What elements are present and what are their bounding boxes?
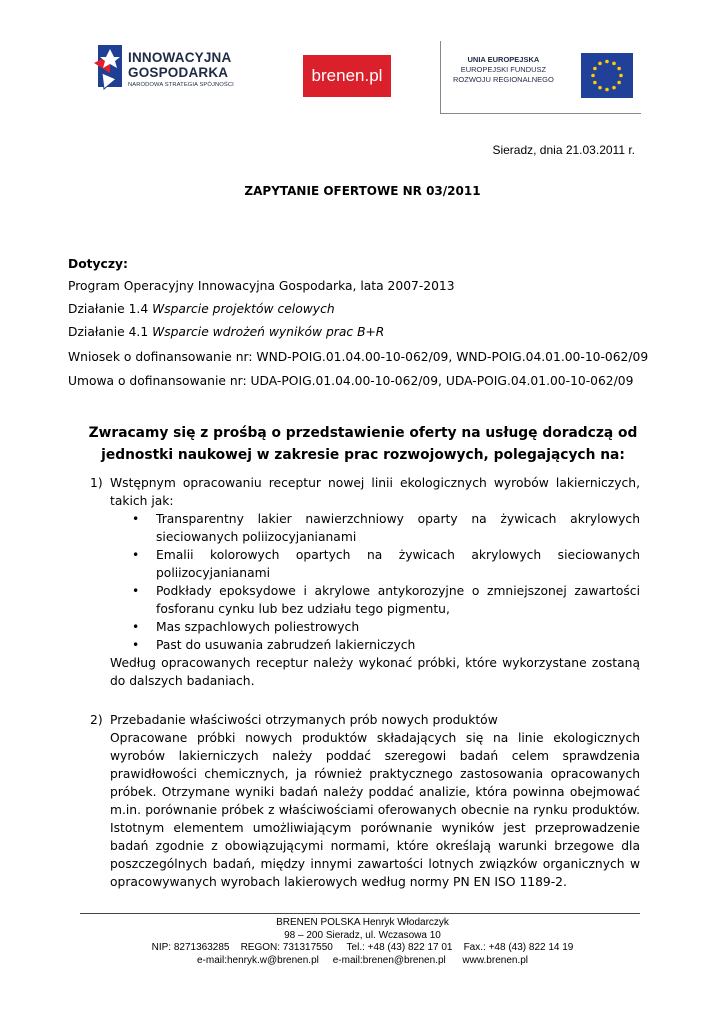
item-1-bullet-1: • Transparentny lakier nawierzchniowy oparty na żywicach akrylowych sieciowanych poliizocyjanianami (132, 510, 640, 546)
eu-star-icon (598, 62, 602, 66)
request-intro: Zwracamy się z prośbą o przedstawienie oferty na usługę doradczą od jednostki naukowej w zakresie prac rozwojowych, polegających na: (88, 425, 638, 463)
eu-star-icon (605, 88, 609, 92)
action-2-title: Wsparcie wdrożeń wyników prac B+R (152, 325, 385, 339)
eu-logo-line1: UNIA EUROPEJSKA (467, 55, 540, 64)
eu-star-icon (598, 86, 602, 90)
eu-logo-line3: ROZWOJU REGIONALNEGO (453, 75, 554, 84)
footer-contacts: e-mail:henryk.w@brenen.pl e-mail:brenen@brenen.pl www.brenen.pl (196, 954, 528, 966)
eu-star-icon (593, 67, 597, 71)
item-2-paragraph: Opracowane próbki nowych produktów składających się na linie ekologicznych wyrobów lakierniczych należy poddać szeregowi badań celem sprawdzenia prawidłowości chemicznych, ja również praktycznego zastosowania opracowanych próbek. Otrzymane wyniki badań należy poddać analizie, która powinna obejmować m.in. porównanie próbek z właściwościami oferowanych obecnie na rynku produktów. Istotnym elementem umożliwiającym porównanie wyników jest przeprowadzenie badań zgodnie z obowiązującymi normami, które określają warunki brzegowe dla poszczególnych badań, między innymi zawartości lotnych związków organicznych w opracowywanych wyrobach lakierowych według normy PN EN ISO 1189-2. (110, 731, 640, 889)
item-2-text: Przebadanie właściwości otrzymanych prób nowych produktów (110, 713, 498, 727)
document-title: ZAPYTANIE OFERTOWE NR 03/2011 (244, 184, 481, 198)
footer-divider (80, 913, 640, 914)
item-1-number: 1) (90, 476, 103, 490)
action-1-title: Wsparcie projektów celowych (152, 302, 335, 316)
item-1-bullet-2: • Emalii kolorowych opartych na żywicach akrylowych sieciowanych poliizocyjanianami (132, 546, 640, 582)
eu-star-icon (612, 62, 616, 66)
agreement-numbers: Umowa o dofinansowanie nr: UDA-POIG.01.04.00-10-062/09, UDA-POIG.04.01.00-10-062/09 (68, 374, 634, 388)
document-date: Sieradz, dnia 21.03.2011 r. (492, 143, 635, 157)
ig-logo-line1: INNOWACYJNA (128, 50, 232, 65)
action-1-prefix: Działanie 1.4 (68, 302, 153, 316)
eu-star-icon (619, 74, 623, 78)
eu-star-icon (593, 81, 597, 85)
footer-address: 98 – 200 Sieradz, ul. Wczasowa 10 (284, 929, 441, 941)
footer-company: BRENEN POLSKA Henryk Włodarczyk (276, 917, 449, 928)
brenen-logo: brenen.pl (303, 55, 391, 97)
program-line: Program Operacyjny Innowacyjna Gospodarka, lata 2007-2013 (68, 279, 455, 293)
concerns-heading: Dotyczy: (68, 257, 128, 271)
eu-star-icon (617, 81, 621, 85)
ig-logo-line2: GOSPODARKA (128, 65, 229, 80)
footer (0, 917, 725, 967)
ig-logo-line3: NARODOWA STRATEGIA SPÓJNOŚCI (128, 82, 234, 88)
action-2-prefix: Działanie 4.1 (68, 325, 153, 339)
item-1-after: Według opracowanych receptur należy wykonać próbki, które wykorzystane zostaną do dalszych badaniach. (110, 656, 640, 688)
item-2 (90, 711, 640, 891)
eu-star-icon (591, 74, 595, 78)
item-1 (90, 474, 640, 690)
item-1-text: Wstępnym opracowaniu receptur nowej linii ekologicznych wyrobów lakierniczych, takich jak: (110, 476, 640, 508)
action-1-line (68, 301, 335, 317)
item-1-bullet-5: • Past do usuwania zabrudzeń lakierniczych (132, 636, 640, 654)
eu-star-icon (612, 86, 616, 90)
item-2-number: 2) (90, 713, 103, 727)
eu-logo (440, 41, 641, 114)
item-1-bullet-3: • Podkłady epoksydowe i akrylowe antykorozyjne o zmniejszonej zawartości fosforanu cynku lub bez udziału tego pigmentu, (132, 582, 640, 618)
eu-logo-line2: EUROPEJSKI FUNDUSZ (460, 65, 547, 74)
footer-ids: NIP: 8271363285 REGON: 731317550 Tel.: +48 (43) 822 17 01 Fax.: +48 (43) 822 14 19 (151, 942, 574, 953)
application-numbers: Wniosek o dofinansowanie nr: WND-POIG.01.04.00-10-062/09, WND-POIG.04.01.00-10-062/09 (68, 350, 649, 364)
eu-star-icon (617, 67, 621, 71)
ig-emblem-icon (92, 43, 126, 93)
action-2-line (68, 324, 384, 340)
eu-star-icon (605, 60, 609, 64)
item-1-bullet-4: • Mas szpachlowych poliestrowych (132, 618, 640, 636)
eu-flag-icon (581, 53, 633, 98)
innowacyjna-gospodarka-logo (92, 43, 252, 103)
